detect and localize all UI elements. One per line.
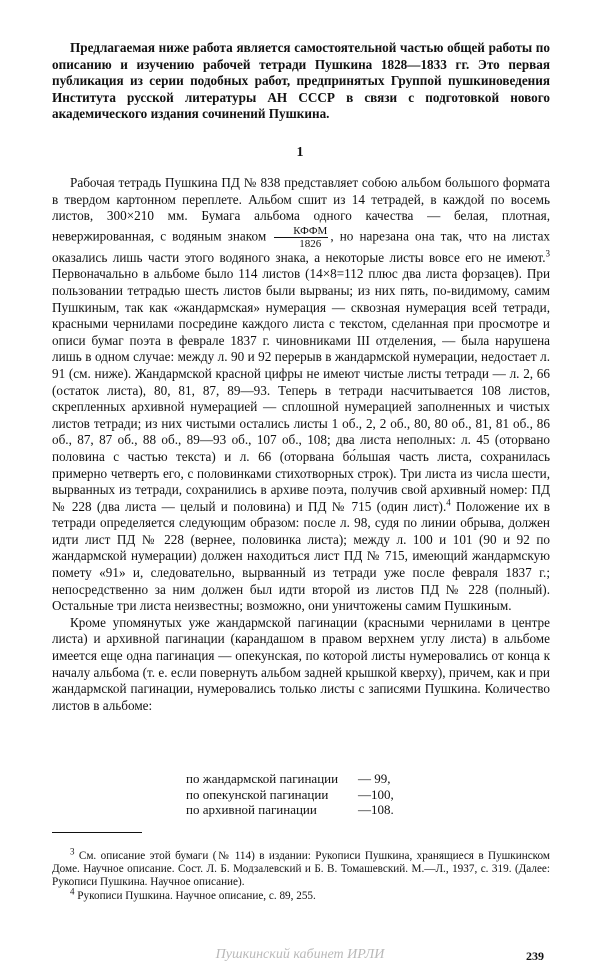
count-value: — 99,: [358, 771, 391, 786]
count-label: по жандармской пагинации: [186, 771, 339, 786]
paragraph-1-part-3: Первоначально в альбоме было 114 листов (14×8=112 плюс два листа форзацев). При пользовании тетрадью шесть листов были вырваны; из них пять, по-видимому, самим Пушкиным, так как «жандармская» нумерация — сквозная нумерация всей тетради, красными чернилами посредине каждого листа с текстом, сделанная при просмотре и описи бумаг поэта в феврале 1837 г. чиновниками III отделения, — была нарушена лишь в одном случае: между л. 90 и 92 перерыв в жандармской нумерации, недостает л. 91 (см. ниже). Жандармской красной цифры не имеют чистые листы тетради — л. 2, 66 (остаток листа), 80, 81, 87, 89—93. Теперь в тетради насчитывается 108 листов, скрепленных архивной нумерацией — сплошной нумерацией заполненных и чистых листов тетради; из них чистыми остались листы 1 об., 2, 2 об., 80, 80 об., 81, 81 об., 86 об., 87, 87 об., 88 об., 89—93 об., 107 об., 108; два листа неполных: л. 45 (оторвано половина с частью текста) и л. 66 (оторвана бо́льшая часть листа, сохранилась примерно четверть его, с половинками стихотворных строк). Три листа из числа шести, вырванных из тетради, сохранились в архиве поэта, получив свой архивный номер: ПД № 228 (два листа — целый и половина) и ПД № 715 (один лист).: [52, 266, 550, 514]
leaf-count-list: [186, 771, 418, 818]
page-number: 239: [526, 949, 544, 963]
main-text: [52, 175, 550, 714]
paragraph-2: Кроме упомянутых уже жандармской пагинации (красными чернилами в центре листа) и архивной пагинации (карандашом в правом верхнем углу листа) в альбоме имеется еще одна пагинация — опекунская, по которой листы нумеровались от конца к началу альбома (т. е. если повернуть альбом задней крышкой кверху), причем, как и при жандармской пагинации, нумеровались только листы с записями Пушкина. Количество листов в альбоме:: [52, 614, 550, 713]
footnote-ref-3[interactable]: 3: [545, 248, 550, 259]
section-number: 1: [296, 145, 304, 160]
footnote-3-mark: 3: [70, 846, 75, 857]
footnote-3-text: См. описание этой бумаги (№ 114) в издании: Рукописи Пушкина, хранящиеся в Пушкинском Доме. Научное описание. Сост. Л. Б. Модзалевский и Б. В. Томашевский. М.—Л., 1937, с. 319. (Далее: Рукописи Пушкина. Научное описание).: [52, 850, 550, 889]
count-row: [186, 787, 418, 803]
library-watermark: Пушкинский кабинет ИРЛИ: [215, 947, 385, 962]
count-row: [186, 771, 418, 787]
footnote-4: [52, 885, 550, 903]
paragraph-1-part-2: , но нарезана она так, что на листах оказались лишь части этого водяного знака, а некоторые листы вовсе его не имеют.: [52, 228, 551, 265]
footnotes: [52, 846, 550, 903]
paragraph-1-part-1: Рабочая тетрадь Пушкина ПД № 838 представляет собою альбом большого формата в твердом картонном переплете. Альбом сшит из 14 тетрадей, в каждой по восемь листов, 300×210 мм. Бумага альбома одного качества — белая, плотная, невержированная, с водяным знаком: [52, 175, 550, 244]
count-label: по опекунской пагинации: [186, 786, 329, 802]
watermark-numerator: КФФМ: [274, 225, 328, 238]
footnote-4-text: Рукописи Пушкина. Научное описание, с. 89, 255.: [74, 889, 316, 902]
watermark-fraction: [274, 225, 328, 250]
footnote-4-mark: 4: [70, 885, 75, 896]
watermark-denominator: 1826: [299, 237, 322, 250]
paragraph-1-part-4: Положение их в тетради определяется следующим образом: после л. 98, судя по линии обрыва, должен идти лист ПД № 228 (вернее, половинка листа); между л. 100 и 101 (90 и 92 по жандармской нумерации) должен находиться лист ПД № 715, имеющий жандармскую помету «91» и, следовательно, вырванный из тетради уже после февраля 1837 г.; непосредственно за ним должен был идти второй из листов ПД № 228 (полный). Остальные три листа неизвестны; возможно, они уничтожены самим Пушкиным.: [52, 498, 550, 614]
footnote-3: [52, 846, 550, 890]
count-row: [186, 802, 418, 818]
footnote-divider: [52, 832, 142, 833]
paragraph-1: [52, 175, 550, 615]
count-label: по архивной пагинации: [186, 802, 317, 817]
count-value: —100,: [358, 786, 394, 802]
intro-paragraph: Предлагаемая ниже работа является самостоятельной частью общей работы по описанию и изучению рабочей тетради Пушкина 1828—1833 гг. Это первая публикация из серии подобных работ, предпринятых Группой пушкиноведения Института русской литературы АН СССР в связи с подготовкой нового академического издания сочинений Пушкина.: [52, 40, 550, 122]
count-value: —108.: [358, 802, 394, 817]
footnote-ref-4[interactable]: 4: [446, 497, 451, 508]
